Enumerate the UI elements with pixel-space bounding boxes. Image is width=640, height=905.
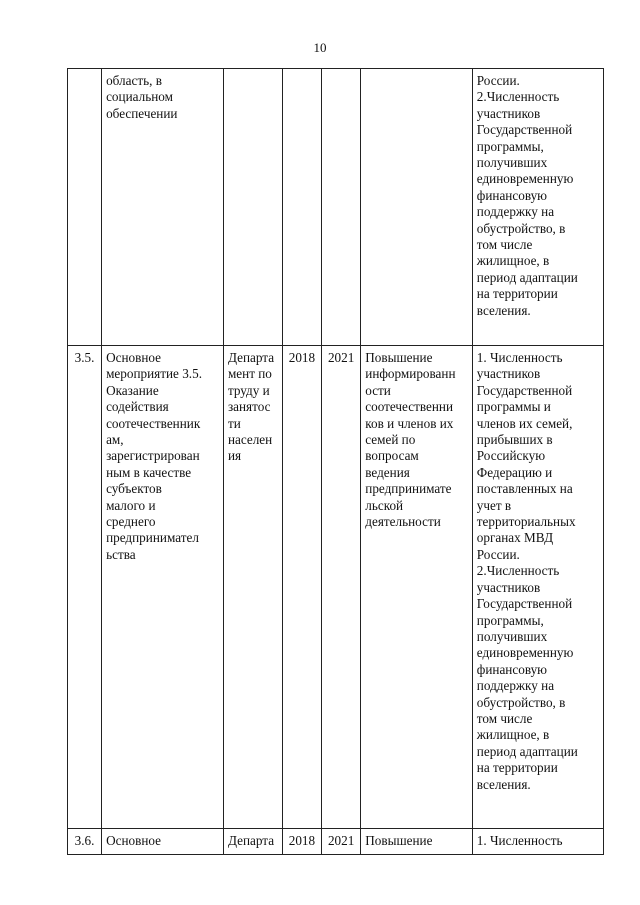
activity-name bbox=[102, 69, 224, 346]
indicators-text: 1. Численность участников Государственной программы и членов их семей, прибывших в Российскую Федерацию и поставленных на учет в территориальных органах МВД России. 2.Численность участников Государственной программы, получивших единовременную финансовую поддержку на обустройство, в том числе жилищное, в период адаптации на территории вселения. bbox=[476, 350, 578, 792]
end-year: 2021 bbox=[322, 346, 361, 829]
table-row bbox=[68, 346, 604, 829]
page-number: 10 bbox=[313, 40, 327, 55]
end-year: 2021 bbox=[322, 829, 361, 855]
activity-name bbox=[102, 346, 224, 829]
indicators bbox=[472, 69, 603, 346]
expected-result bbox=[361, 346, 473, 829]
table-row bbox=[68, 69, 604, 346]
program-activities-table bbox=[67, 68, 604, 855]
indicators-text: 1. Численность bbox=[476, 833, 563, 848]
executor bbox=[223, 829, 282, 855]
start-year: 2018 bbox=[282, 829, 321, 855]
start-year bbox=[282, 69, 321, 346]
activity-name bbox=[102, 829, 224, 855]
indicators bbox=[472, 346, 603, 829]
executor bbox=[223, 69, 282, 346]
start-year: 2018 bbox=[282, 346, 321, 829]
executor-text: Департа bbox=[227, 833, 275, 848]
table-row bbox=[68, 829, 604, 855]
indicators-text: России. 2.Численность участников Государственной программы, получивших единовременную финансовую поддержку на обустройство, в том числе жилищное, в период адаптации на территории вселения. bbox=[476, 73, 578, 318]
indicators bbox=[472, 829, 603, 855]
activity-name-text: Основное bbox=[106, 833, 161, 848]
executor-text: Департа мент по труду и занятос ти населен ия bbox=[227, 350, 275, 464]
end-year bbox=[322, 69, 361, 346]
expected-result-text: Повышение информированн ости соотечественни ков и членов их семей по вопросам ведения предпринимате льской деятельности bbox=[365, 350, 456, 530]
activity-name-text: область, в социальном обеспечении bbox=[106, 73, 178, 121]
row-number: 3.6. bbox=[68, 829, 102, 855]
expected-result bbox=[361, 69, 473, 346]
row-number bbox=[68, 69, 102, 346]
executor bbox=[223, 346, 282, 829]
expected-result-text: Повышение bbox=[365, 833, 433, 848]
expected-result bbox=[361, 829, 473, 855]
row-number: 3.5. bbox=[68, 346, 102, 829]
activity-name-text: Основное мероприятие 3.5. Оказание содействия соотечественник ам, зарегистрирован ным в качестве субъектов малого и среднего предпринимател ьства bbox=[106, 350, 202, 562]
